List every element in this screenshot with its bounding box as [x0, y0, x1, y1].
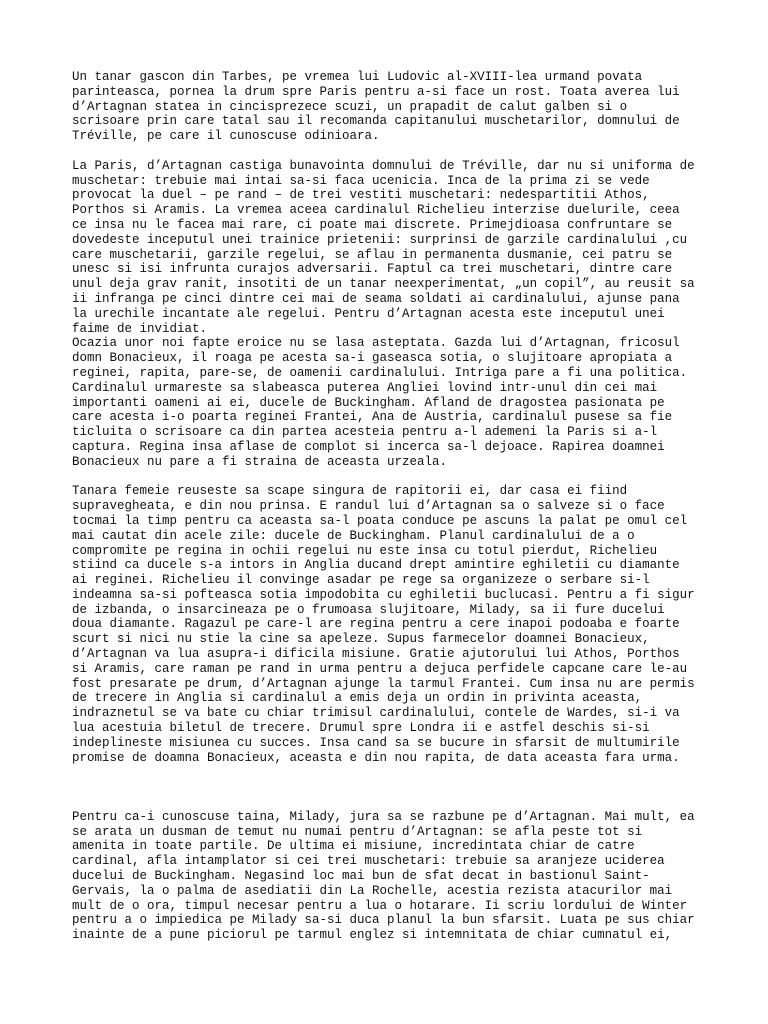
paragraph-1: Un tanar gascon din Tarbes, pe vremea lui Ludovic al-XVIII-lea urmand povata parinteasca, pornea la drum spre Paris pentru a-si face un rost. Toata averea lui d’Artagnan statea in cincisprezece scuzi, un prapadit de calut galben si o scrisoare prin care tatal sau il recomanda capitanului muschetarilor, domnului de Tréville, pe care il cunoscuse odinioara.: [72, 70, 680, 144]
paragraph-spacer: [72, 144, 712, 159]
paragraph-3: Ocazia unor noi fapte eroice nu se lasa asteptata. Gazda lui d’Artagnan, fricosul domn Bonacieux, il roaga pe acesta sa-i gaseasca sotia, o slujitoare apropiata a reginei, rapita, pare-se, de oamenii cardinalului. Intriga pare a fi una politica. Cardinalul urmareste sa slabeasca puterea Angliei lovind intr-unul din cei mai importanti oameni ai ei, ducele de Buckingham. Afland de dragostea pasionata pe care acesta i-o poarta reginei Frantei, Ana de Austria, cardinalul pusese sa fie ticluita o scrisoare ca din partea acesteia pentru a-l ademeni la Paris si a-l captura. Regina insa aflase de complot si incerca sa-l dejoace. Rapirea doamnei Bonacieux nu pare a fi straina de aceasta urzeala.: [72, 336, 688, 469]
section-spacer: [72, 765, 712, 809]
paragraph-4: Tanara femeie reuseste sa scape singura de rapitorii ei, dar casa ei fiind supravegheata, e din nou prinsa. E randul lui d’Artagnan sa o salveze si o face tocmai la timp pentru ca aceasta sa-l poata conduce pe ascuns la palat pe omul cel mai cautat din acele zile: ducele de Buckingham. Planul cardinalului de a o compromite pe regina in ochii regelui nu este insa cu totul pierdut, Richelieu stiind ca ducele s-a intors in Anglia ducand drept amintire eghiletii cu diamante ai reginei. Richelieu il convinge asadar pe rege sa organizeze o serbare si-l indeamna sa-si pofteasca sotia impodobita cu eghiletii buclucasi. Pentru a fi sigur de izbanda, o insarcineaza pe o frumoasa slujitoare, Milady, sa ii fure ducelui doua diamante. Ragazul pe care-l are regina pentru a cere inapoi podoaba e foarte scurt si nici nu stie la cine sa apeleze. Supus farmecelor doamnei Bonacieux, d’Artagnan va lua asupra-i dificila misiune. Gratie ajutorului lui Athos, Porthos si Aramis, care raman pe rand in urma pentru a dejuca perfidele capcane care le-au fost presarate pe drum, d’Artagnan ajunge la tarmul Frantei. Cum insa nu are permis de trecere in Anglia si cardinalul a emis deja un ordin in privinta aceasta, indraznetul se va bate cu chiar trimisul cardinalului, contele de Wardes, si-i va lua acestuia biletul de trecere. Drumul spre Londra ii e astfel deschis si-si indeplineste misiunea cu succes. Insa cand sa se bucure in sfarsit de multumirile promise de doamna Bonacieux, aceasta e din nou rapita, de data aceasta fara urma.: [72, 484, 695, 765]
paragraph-spacer: [72, 470, 712, 485]
paragraph-5: Pentru ca-i cunoscuse taina, Milady, jura sa se razbune pe d’Artagnan. Mai mult, ea se arata un dusman de temut nu numai pentru d’Artagnan: se afla peste tot si amenita in toate partile. De ultima ei misiune, incredintata chiar de catre cardinal, afla intamplator si cei trei muschetari: trebuie sa aranjeze uciderea ducelui de Buckingham. Negasind loc mai bun de sfat decat in bastionul Saint- Gervais, la o palma de asediatii din La Rochelle, acestia rezista atacurilor mai mult de o ora, timpul necesar pentru a lua o hotarare. Ii scriu lordului de Winter pentru a o impiedica pe Milady sa-si duca planul la bun sfarsit. Luata pe sus chiar inainte de a pune piciorul pe tarmul englez si intemnitata de chiar cumnatul ei,: [72, 809, 695, 943]
document-page: [72, 70, 712, 943]
paragraph-2: La Paris, d’Artagnan castiga bunavointa domnului de Tréville, dar nu si uniforma de muschetar: trebuie mai intai sa-si faca ucenicia. Inca de la prima zi se vede provocat la duel – pe rand – de trei vestiti muschetari: nedespartitii Athos, Porthos si Aramis. La vremea aceea cardinalul Richelieu interzise duelurile, ceea ce insa nu le facea mai rare, ci poate mai discrete. Primejdioasa confruntare se dovedeste inceputul unei trainice prietenii: surprinsi de garzile cardinalului ,cu care muschetarii, garzile regelui, se aflau in permanenta dusmanie, cei patru se unesc si isi infrunta curajos adversarii. Faptul ca trei muschetari, dintre care unul deja grav ranit, insotiti de un tanar neexperimentat, „un copil”, au reusit sa ii infranga pe cinci dintre cei mai de seama soldati ai cardinalului, ajunse pana la urechile incantate ale regelui. Pentru d’Artagnan acesta este inceputul unei faime de invidiat.: [72, 158, 695, 336]
